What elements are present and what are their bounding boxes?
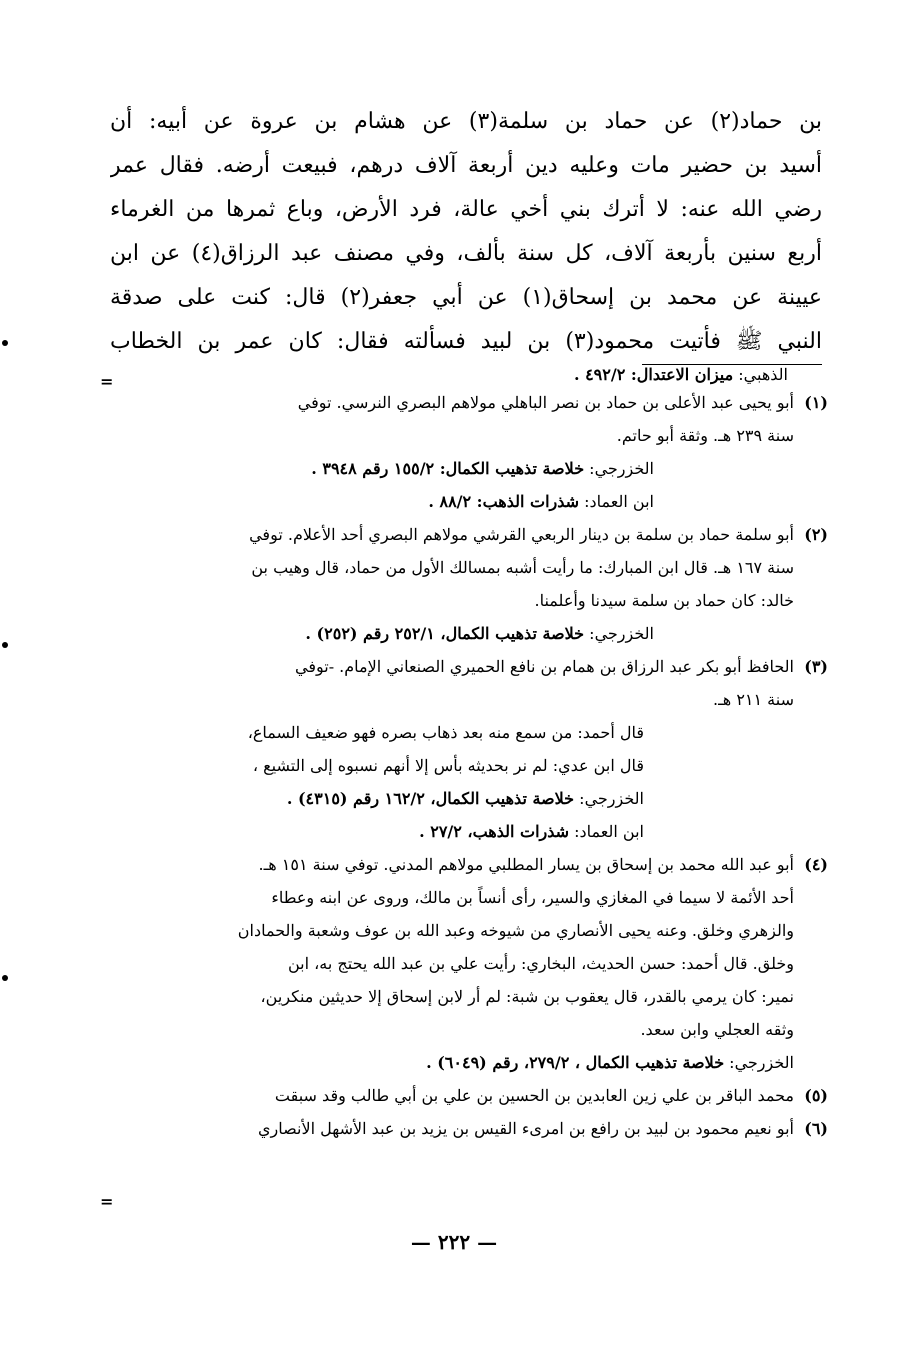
continuation-label: الذهبي: [738,365,788,384]
footnote-text: محمد الباقر بن علي زين العابدين بن الحسين بن علي بن أبي طالب وقد سبقت [274,1086,794,1105]
footnote-text: أبو نعيم محمود بن لبيد بن رافع بن امرىء القيس بن يزيد بن عبد الأشهل الأنصاري [258,1119,794,1138]
footnote-text: سنة ١٦٧ هـ. قال ابن المبارك: ما رأيت أشبه بمسالك الأول من حماد، قال وهيب بن [251,558,794,577]
footnote-number: (٢) [804,525,828,544]
footnote-quote: قال أحمد: من سمع منه بعد ذهاب بصره فهو ضعيف السماع، [247,723,644,742]
reference-label: الخزرجي: [579,789,644,808]
footnote-text: سنة ٢٣٩ هـ. وثقة أبو حاتم. [616,426,794,445]
footnote-separator [642,364,822,365]
footnote-number: (٣) [804,657,828,676]
reference-book: خلاصة تذهيب الكمال ، ٢٧٩/٢، رقم (٦٠٤٩) . [426,1053,725,1072]
main-line-5: عيينة عن محمد بن إسحاق(١) عن أبي جعفر(٢) قال: كنت على صدقة [110,285,822,310]
reference-book: خلاصة تذهيب الكمال، ١٦٢/٢ رقم (٤٣١٥) . [286,789,575,808]
reference-book: شذرات الذهب: ٨٨/٢ . [428,492,580,511]
footnote-text: والزهري وخلق. وعنه يحيى الأنصاري من شيوخه وعبد الله بن عوف وشعبة والحمادان [237,921,794,940]
continuation-book: ميزان الاعتدال: ٤٩٢/٢ . [573,365,734,384]
footnote-quote: قال ابن عدي: لم نر بحديثه بأس إلا أنهم نسبوه إلى التشيع ، [252,756,644,775]
reference-label: الخزرجي: [729,1053,794,1072]
reference-label: الخزرجي: [589,459,654,478]
margin-dot [2,975,8,981]
footnote-text: أبو عبد الله محمد بن إسحاق بن يسار المطلبي مولاهم المدني. توفي سنة ١٥١ هـ. [258,855,794,874]
margin-dot [2,340,8,346]
margin-dot [2,642,8,648]
footnote-reference [110,815,794,848]
footnote-2 [110,518,828,650]
footnote-text: وخلق. قال أحمد: حسن الحديث، البخاري: رأيت علي بن عبد الله يحتج به، ابن [287,954,794,973]
continuation-mark-top: = [100,372,114,391]
reference-label: ابن العماد: [574,822,644,841]
footnote-number: (١) [804,393,828,412]
footnote-reference [110,617,794,650]
reference-label: الخزرجي: [589,624,654,643]
continuation-mark-bottom: = [100,1192,114,1211]
footnote-reference [110,452,794,485]
main-text-block [110,100,822,364]
reference-book: شذرات الذهب، ٢٧/٢ . [419,822,570,841]
page-number: — ٢٢٢ — [410,1230,498,1254]
footnote-reference [110,1046,794,1079]
main-line-4: أربع سنين بأربعة آلاف، كل سنة بألف، وفي مصنف عبد الرزاق(٤) عن ابن [110,241,822,266]
reference-book: خلاصة تذهيب الكمال، ٢٥٢/١ رقم (٢٥٢) . [305,624,585,643]
footnote-number: (٥) [804,1086,828,1105]
footnote-5 [110,1079,828,1112]
main-line-2: أسيد بن حضير مات وعليه دين أربعة آلاف درهم، فبيعت أرضه. فقال عمر [110,153,822,178]
reference-book: خلاصة تذهيب الكمال: ١٥٥/٢ رقم ٣٩٤٨ . [311,459,585,478]
footnote-number: (٤) [804,855,828,874]
footnote-4 [110,848,828,1079]
footnote-reference [110,782,794,815]
footnote-text: نمير: كان يرمي بالقدر، قال يعقوب بن شبة: لم أر لابن إسحاق إلا حديثين منكرين، [260,987,794,1006]
reference-label: ابن العماد: [584,492,654,511]
main-line-1: بن حماد(٢) عن حماد بن سلمة(٣) عن هشام بن عروة عن أبيه: أن [110,109,822,134]
footnote-number: (٦) [804,1119,828,1138]
main-line-6: النبي ﷺ فأتيت محمود(٣) بن لبيد فسألته فقال: كان عمر بن الخطاب [110,329,822,354]
main-line-3: رضي الله عنه: لا أترك بني أخي عالة، فرد الأرض، وباع ثمرها من الغرماء [110,197,822,222]
footnote-text: أحد الأئمة لا سيما في المغازي والسير، رأى أنساً بن مالك، وروى عن ابنه وعطاء [271,888,794,907]
footnote-1 [110,386,828,518]
footnote-6 [110,1112,828,1145]
footnote-3 [110,650,828,848]
footnote-text: أبو يحيى عبد الأعلى بن حماد بن نصر الباهلي مولاهم البصري النرسي. توفي [297,393,794,412]
page-body [110,100,828,1145]
footnote-text: وثقه العجلي وابن سعد. [640,1020,794,1039]
footnote-continuation [110,364,822,386]
footnotes-block [110,364,828,1145]
footnote-text: الحافظ أبو بكر عبد الرزاق بن همام بن نافع الحميري الصنعاني الإمام. -توفي [294,657,794,676]
footnote-text: خالد: كان حماد بن سلمة سيدنا وأعلمنا. [534,591,794,610]
footnote-text: سنة ٢١١ هـ. [713,690,794,709]
footnote-text: أبو سلمة حماد بن سلمة بن دينار الربعي القرشي مولاهم البصري أحد الأعلام. توفي [249,525,794,544]
footnote-reference [110,485,794,518]
